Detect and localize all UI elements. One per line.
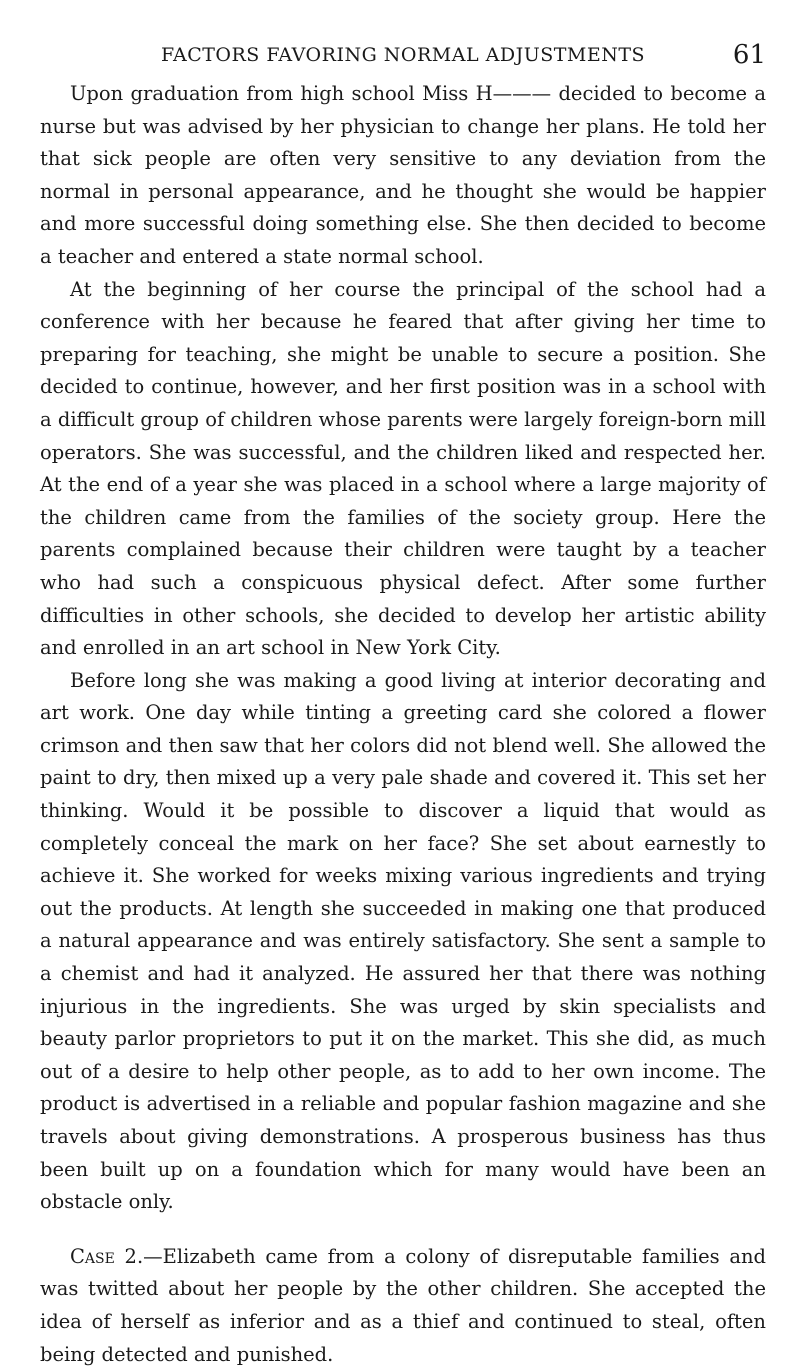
body-text (40, 78, 766, 1371)
running-title: FACTORS FAVORING NORMAL ADJUSTMENTS (160, 44, 646, 66)
case-label: Case 2. (70, 1244, 144, 1268)
running-head (40, 40, 766, 78)
page-number: 61 (732, 40, 766, 70)
book-page (40, 40, 766, 1371)
paragraph-1: Upon graduation from high school Miss H——— decided to become a nurse but was advised by her physician to change her plans. He told her that sick people are often very sensitive to any deviation from the normal in personal appearance, and he thought she would be happier and more successful doing something else. She then decided to become a teacher and entered a state normal school. (40, 82, 766, 268)
paragraph-2: At the beginning of her course the principal of the school had a conference with her because he feared that after giving her time to preparing for teaching, she might be unable to secure a position. She decided to continue, however, and her first position was in a school with a difficult group of children whose parents were largely foreign-born mill operators. She was successful, and the children liked and respected her. At the end of a year she was placed in a school where a large majority of the children came from the families of the society group. Here the parents complained because their children were taught by a teacher who had such a conspicuous physical defect. After some further difficulties in other schools, she decided to develop her artistic ability and enrolled in an art school in New York City. (40, 277, 766, 660)
case-2-paragraph (40, 1241, 766, 1371)
paragraph-3: Before long she was making a good living at interior decorating and art work. One day while tinting a greeting card she colored a flower crimson and then saw that her colors did not blend well. She allowed the paint to dry, then mixed up a very pale shade and covered it. This set her thinking. Would it be possible to discover a liquid that would as completely conceal the mark on her face? She set about earnestly to achieve it. She worked for weeks mixing various ingredients and trying out the products. At length she succeeded in making one that produced a natural appearance and was entirely satisfactory. She sent a sample to a chemist and had it analyzed. He assured her that there was nothing injurious in the ingredients. She was urged by skin specialists and beauty parlor proprietors to put it on the market. This she did, as much out of a desire to help other people, as to add to her own income. The product is advertised in a reliable and popular fashion magazine and she travels about giving demonstrations. A prosperous business has thus been built up on a foundation which for many would have been an obstacle only. (40, 668, 766, 1214)
case-2-text: —Elizabeth came from a colony of disreputable families and was twitted about her people by the other children. She accepted the idea of herself as inferior and as a thief and continued to steal, often being detected and punished. (40, 1244, 766, 1366)
